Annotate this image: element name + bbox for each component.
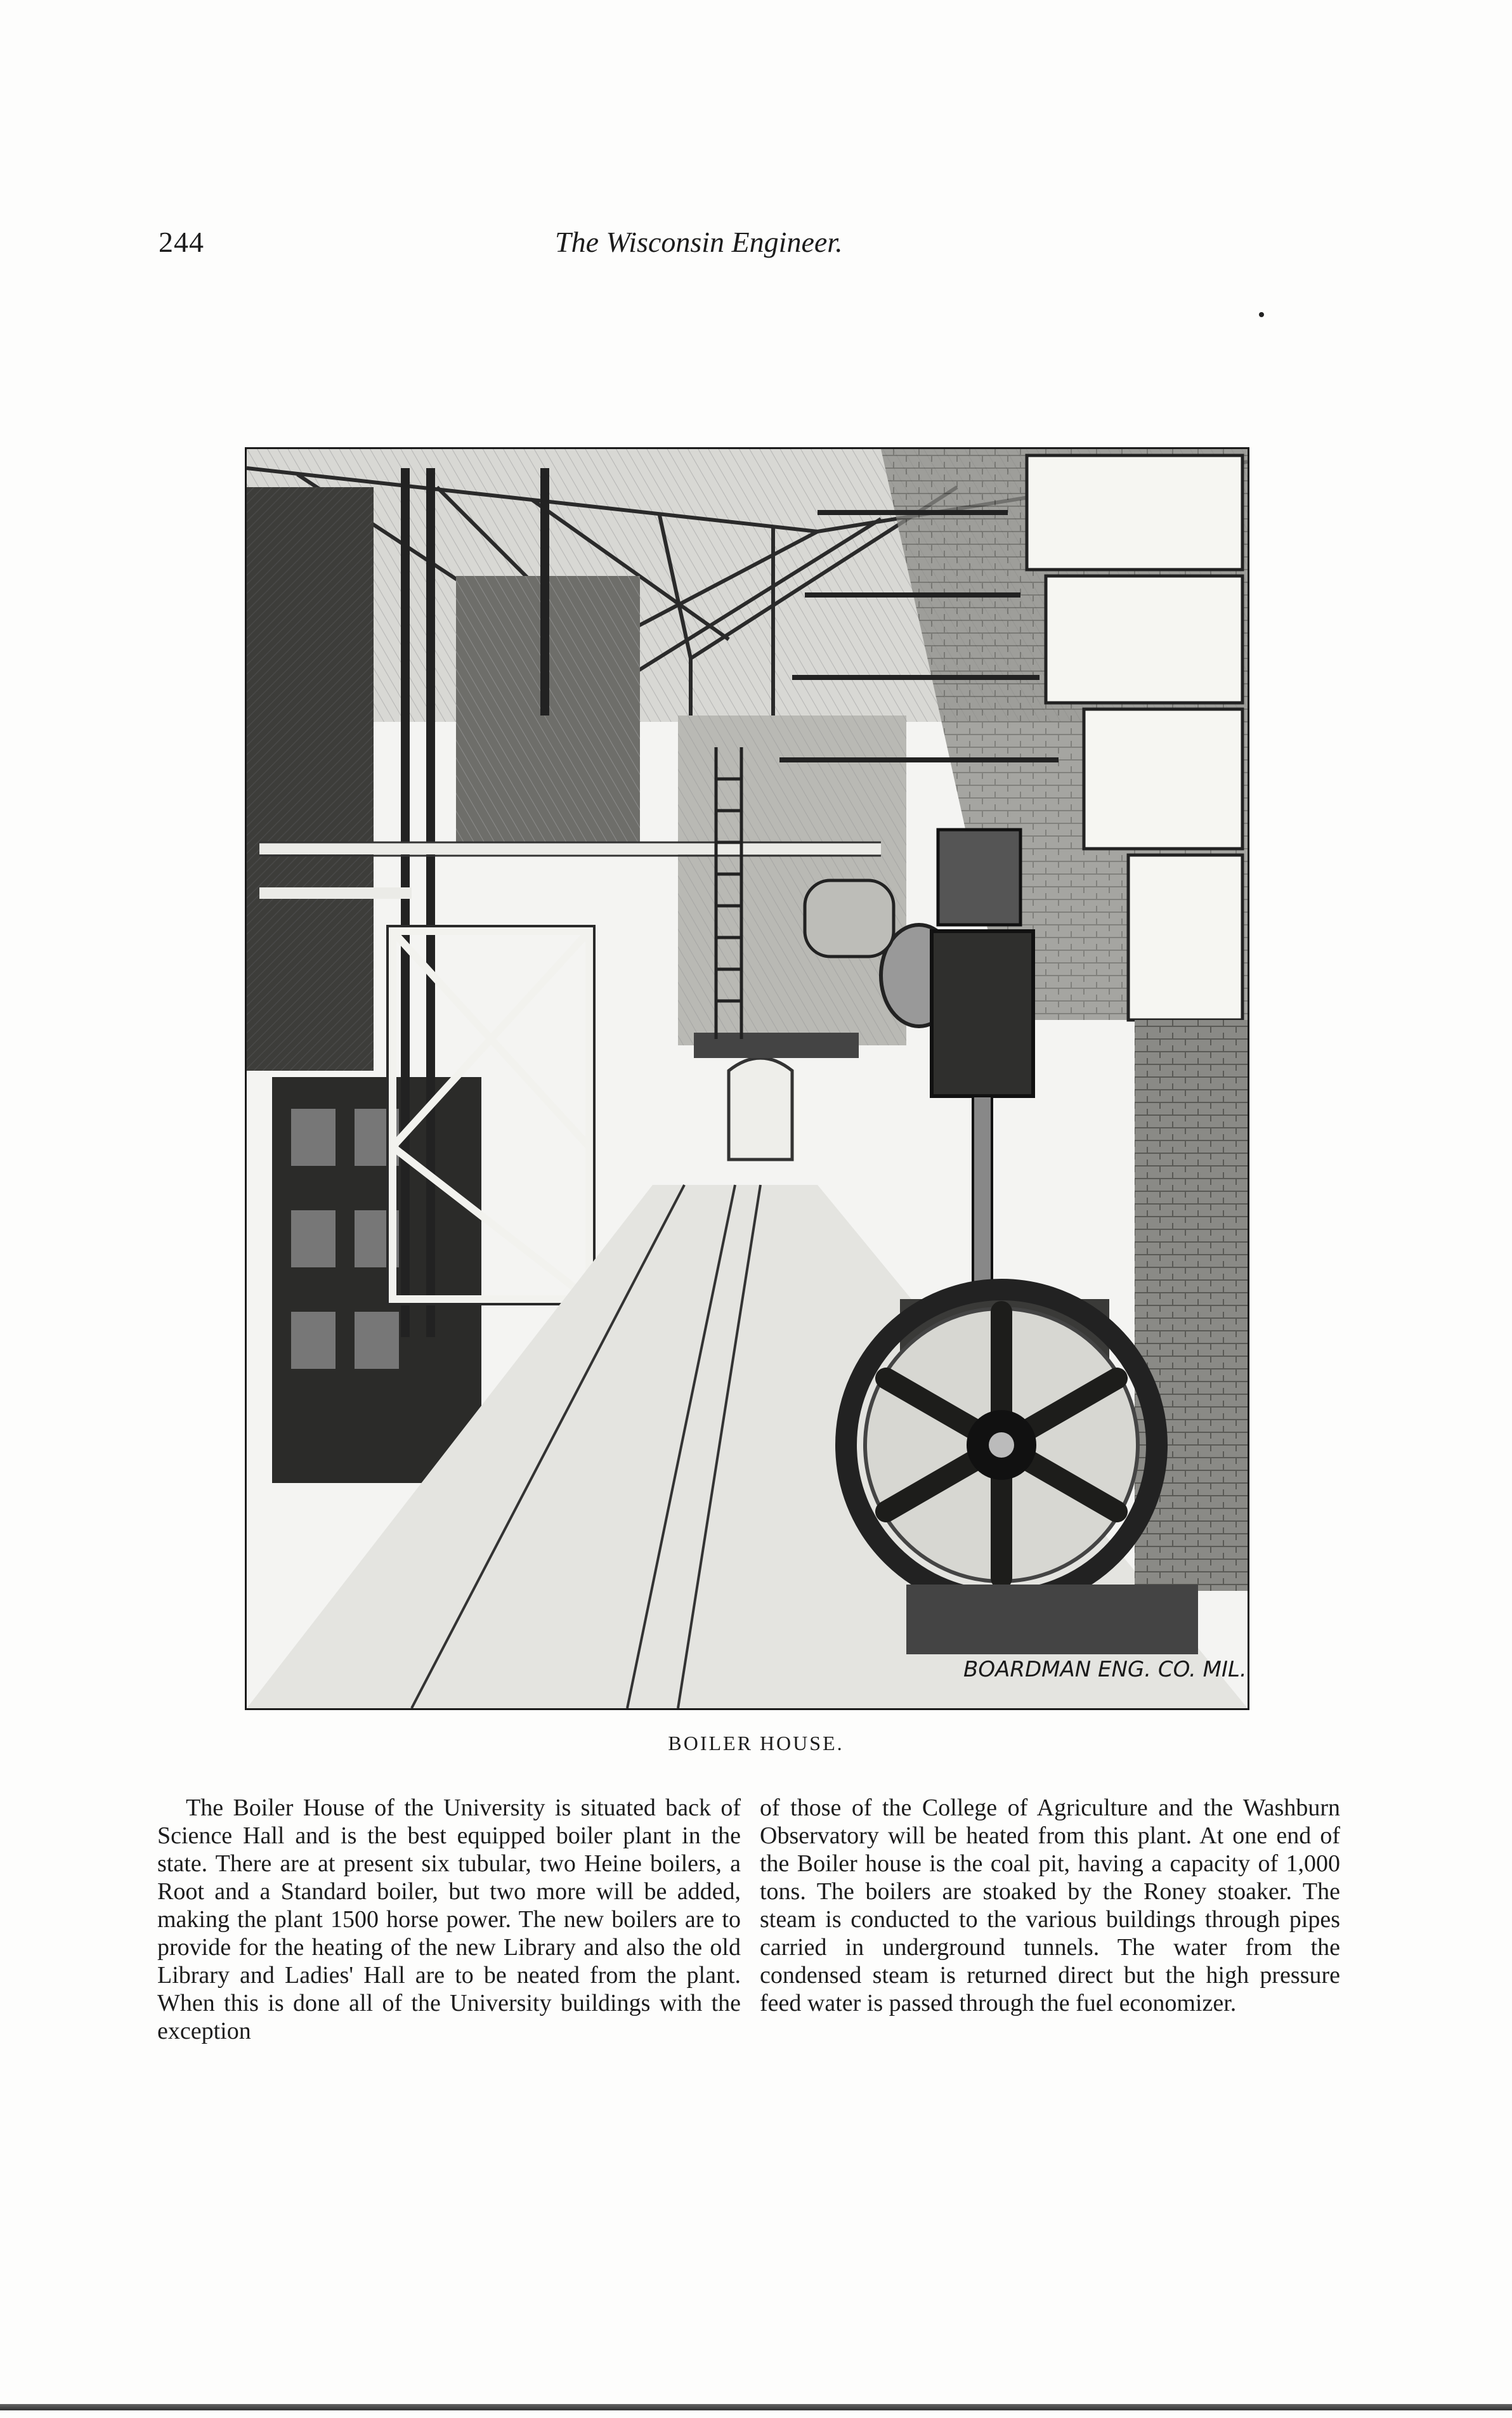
- scan-edge: [0, 2404, 1512, 2410]
- engraving-illustration: [247, 449, 1248, 1708]
- body-paragraph-left: The Boiler House of the University is situated back of Science Hall and is the best equipped boiler plant in the state. There are at present six tubular, two Heine boilers, a Root and a Standard boiler, but two more will be added, making the plant 1500 horse power. The new boilers are to provide for the heating of the new Library and also the old Library and Ladies' Hall are to be neated from the plant. When this is done all of the University buildings with the exception: [157, 1794, 741, 2044]
- running-head: [159, 225, 951, 263]
- engine-cylinder: [932, 931, 1033, 1096]
- arched-doorway: [729, 1058, 792, 1160]
- engraver-credit: BOARDMAN ENG. CO. MIL.: [963, 1657, 1247, 1682]
- piston-rod: [973, 1096, 992, 1286]
- governor: [938, 830, 1020, 925]
- body-column-right: [760, 1794, 1340, 2017]
- journal-title: The Wisconsin Engineer.: [555, 226, 843, 258]
- body-paragraph-right: of those of the College of Agriculture and the Washburn Observatory will be heated from this plant. At one end of the Boiler house is the coal pit, having a capacity of 1,000 tons. The boilers are stoaked by the Roney stoaker. The steam is conducted to the various buildings through pipes carried in underground tunnels. The water from the condensed steam is returned direct but the high pressure feed water is passed through the fuel economizer.: [760, 1794, 1340, 2016]
- print-speck: [1259, 312, 1264, 317]
- body-column-left: [157, 1794, 741, 2045]
- flywheel-pit: [906, 1585, 1198, 1654]
- boiler-house-photograph: [245, 447, 1249, 1710]
- flywheel: [846, 1290, 1157, 1600]
- page-number: 244: [159, 226, 204, 258]
- door-lintel: [694, 1033, 859, 1058]
- figure-caption: BOILER HOUSE.: [668, 1732, 844, 1755]
